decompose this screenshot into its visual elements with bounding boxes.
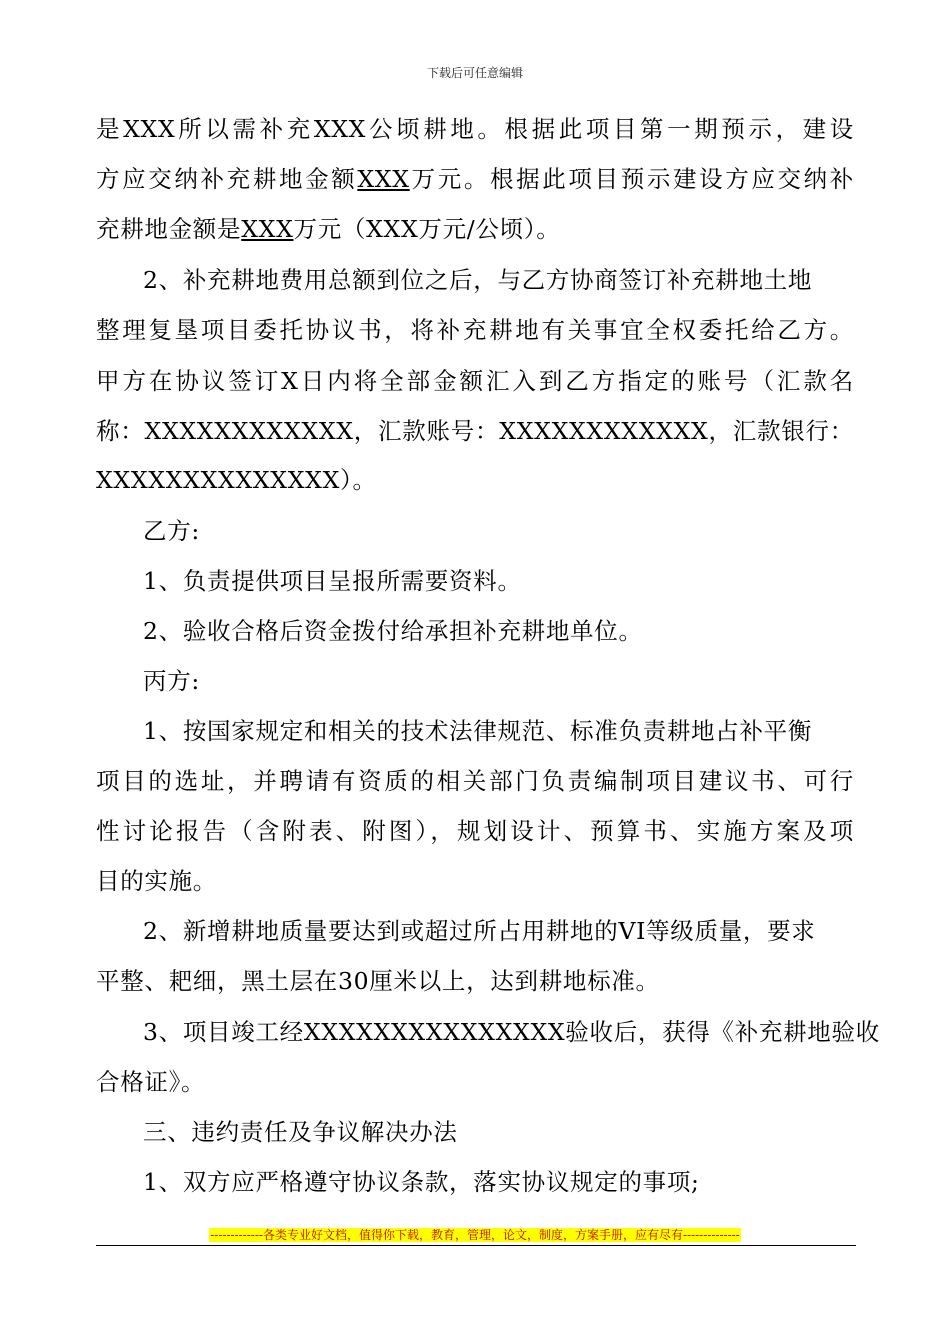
line-text: 项目的选址，并聘请有资质的相关部门负责编制项目建议书、可行 — [96, 767, 854, 795]
line-text — [96, 164, 854, 194]
paragraph-line: 1、按国家规定和相关的技术法律规范、标准负责耕地占补平衡 — [143, 717, 813, 745]
paragraph-line — [96, 214, 560, 244]
line-text: 甲方在协议签订X日内将全部金额汇入到乙方指定的账号（汇款名 — [96, 367, 854, 395]
section-heading: 乙方: — [143, 517, 201, 545]
paragraph-line — [96, 816, 854, 846]
line-text: 性讨论报告（含附表、附图），规划设计、预算书、实施方案及项 — [96, 817, 854, 845]
paragraph-line: 合格证》。 — [96, 1068, 206, 1096]
header-note: 下载后可任意编辑 — [426, 66, 523, 80]
paragraph-line — [96, 416, 854, 446]
line-segment: 充耕地金额是 — [96, 215, 242, 243]
line-text: 是XXX所以需补充XXX公顷耕地。根据此项目第一期预示，建设 — [96, 115, 854, 143]
footer-divider — [96, 1245, 856, 1246]
footer-banner — [0, 1227, 950, 1243]
line-segment: 方应交纳补充耕地金额 — [96, 165, 358, 193]
paragraph-line: 1、双方应严格遵守协议条款，落实协议规定的事项; — [143, 1168, 700, 1196]
paragraph-line: 1、负责提供项目呈报所需要资料。 — [143, 567, 522, 595]
underlined-amount: XXX — [357, 165, 410, 193]
paragraph-line: 平整、耙细，黑土层在30厘米以上，达到耕地标准。 — [96, 967, 660, 995]
paragraph-line: XXXXXXXXXXXXXX）。 — [96, 466, 377, 494]
paragraph-line — [96, 366, 854, 396]
line-text: 整理复垦项目委托协议书，将补充耕地有关事宜全权委托给乙方。 — [96, 316, 854, 344]
paragraph-line: 2、验收合格后资金拨付给承担补充耕地单位。 — [143, 617, 643, 645]
paragraph-line: 3、项目竣工经XXXXXXXXXXXXXXX验收后，获得《补充耕地验收 — [143, 1018, 880, 1046]
paragraph-line — [96, 766, 854, 796]
section-heading: 丙方: — [143, 667, 201, 695]
paragraph-line: 2、补充耕地费用总额到位之后，与乙方协商签订补充耕地土地 — [143, 266, 813, 294]
line-segment: 万元。根据此项目预示建设方应交纳补 — [409, 165, 854, 193]
paragraph-line — [96, 164, 854, 194]
paragraph-line: 目的实施。 — [96, 867, 217, 895]
paragraph-line — [96, 114, 854, 144]
line-segment: 万元（XXX万元/公顷）。 — [293, 215, 561, 243]
paragraph-line: 2、新增耕地质量要达到或超过所占用耕地的VI等级质量，要求 — [143, 917, 816, 945]
footer-text: -------------各类专业好文档，值得你下载，教育，管理，论文，制度，方案手册，应有尽有-------------- — [210, 1228, 740, 1242]
line-text: 称：XXXXXXXXXXXX，汇款账号：XXXXXXXXXXXX，汇款银行： — [96, 417, 854, 445]
section-heading: 三、违约责任及争议解决办法 — [143, 1118, 458, 1146]
paragraph-line — [96, 315, 854, 345]
underlined-amount: XXX — [241, 215, 294, 243]
